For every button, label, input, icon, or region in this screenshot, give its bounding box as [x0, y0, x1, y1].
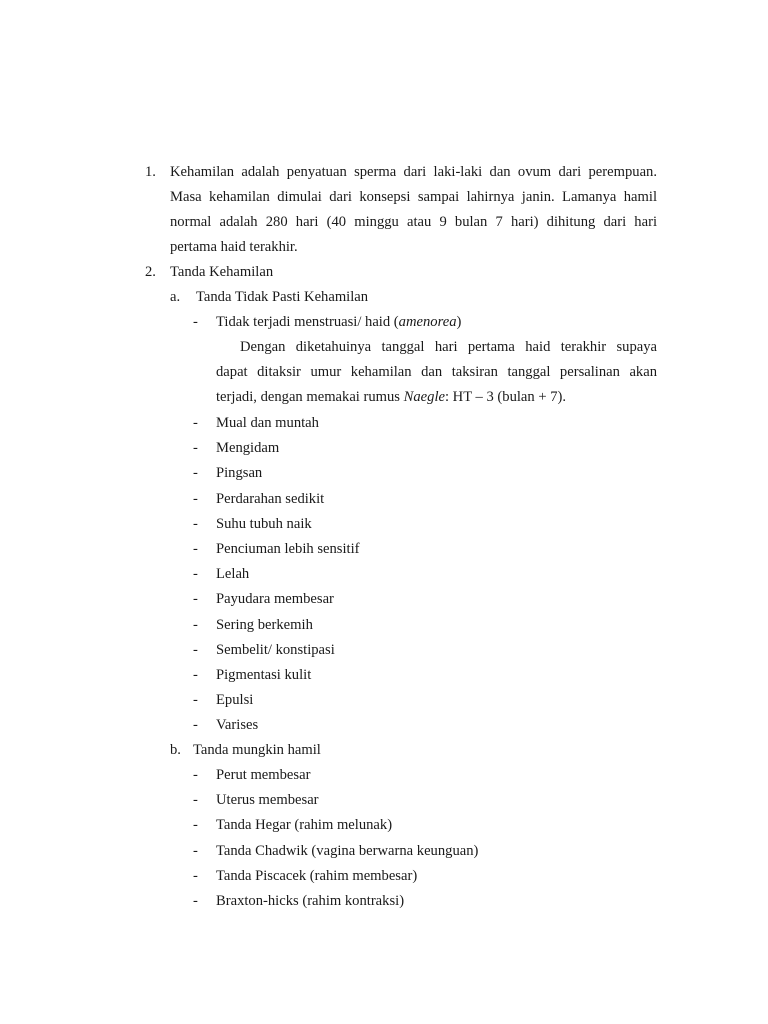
list-item: Uterus membesar — [216, 792, 319, 809]
sub-title-a: Tanda Tidak Pasti Kehamilan — [196, 289, 369, 305]
dash-bullet: - — [193, 490, 198, 507]
naegle-para-line-3: terjadi, dengan memakai rumus Naegle: HT – 3 (bulan + 7). — [216, 389, 567, 405]
list-item: Perdarahan sedikit — [216, 490, 325, 507]
item1-line-2: Masa kehamilan dimulai dari konsepsi sampai lahirnya janin. Lamanya hamil — [170, 189, 657, 205]
dash-bullet: - — [193, 692, 198, 709]
list-item-amenorea: Tidak terjadi menstruasi/ haid (amenorea) — [216, 314, 462, 330]
dash-bullet: - — [193, 867, 198, 884]
dash-bullet: - — [193, 591, 198, 608]
list-item: Penciuman lebih sensitif — [216, 541, 360, 557]
item1-line-3: normal adalah 280 hari (40 minggu atau 9 bulan 7 hari) dihitung dari hari — [170, 214, 657, 230]
dash-bullet: - — [193, 541, 198, 557]
list-item: Pigmentasi kulit — [216, 667, 312, 683]
sub-letter-b: b. — [170, 742, 181, 758]
list-item: Braxton-hicks (rahim kontraksi) — [216, 893, 405, 909]
list-item: Suhu tubuh naik — [216, 515, 312, 532]
list-item: Sering berkemih — [216, 616, 313, 633]
list-number-1: 1. — [145, 164, 156, 180]
list-item: Tanda Chadwik (vagina berwarna keunguan) — [216, 842, 479, 859]
dash-bullet: - — [193, 717, 198, 734]
dash-bullet: - — [193, 667, 198, 683]
list-item: Tanda Piscacek (rahim membesar) — [216, 867, 418, 884]
dash-bullet: - — [193, 641, 198, 658]
list-item: Lelah — [216, 566, 250, 583]
dash-bullet: - — [193, 415, 198, 431]
dash-bullet: - — [193, 842, 198, 859]
dash-bullet: - — [193, 314, 198, 330]
dash-bullet: - — [193, 465, 198, 482]
list-item: Pingsan — [216, 465, 263, 482]
dash-bullet: - — [193, 792, 198, 809]
list-item: Varises — [216, 717, 259, 734]
list-item: Payudara membesar — [216, 591, 334, 608]
dash-bullet: - — [193, 515, 198, 532]
naegle-para-line-1: Dengan diketahuinya tanggal hari pertama haid terakhir supaya — [240, 339, 657, 355]
list-item: Tanda Hegar (rahim melunak) — [216, 817, 393, 834]
item1-line-4: pertama haid terakhir. — [170, 239, 298, 255]
list-item: Mengidam — [216, 440, 280, 457]
dash-bullet: - — [193, 893, 198, 909]
dash-bullet: - — [193, 767, 198, 783]
dash-bullet: - — [193, 616, 198, 633]
section-title-tanda-kehamilan: Tanda Kehamilan — [170, 264, 274, 280]
list-item: Sembelit/ konstipasi — [216, 641, 335, 658]
dash-bullet: - — [193, 566, 198, 583]
dash-bullet: - — [193, 817, 198, 834]
naegle-para-line-2: dapat ditaksir umur kehamilan dan taksiran tanggal persalinan akan — [216, 364, 657, 380]
item1-line-1: Kehamilan adalah penyatuan sperma dari laki-laki dan ovum dari perempuan. — [170, 164, 657, 180]
list-item: Epulsi — [216, 692, 254, 709]
dash-bullet: - — [193, 440, 198, 457]
list-item: Perut membesar — [216, 767, 311, 783]
list-number-2: 2. — [145, 264, 156, 280]
list-item: Mual dan muntah — [216, 415, 319, 431]
sub-title-b: Tanda mungkin hamil — [193, 742, 321, 758]
sub-letter-a: a. — [170, 289, 181, 305]
